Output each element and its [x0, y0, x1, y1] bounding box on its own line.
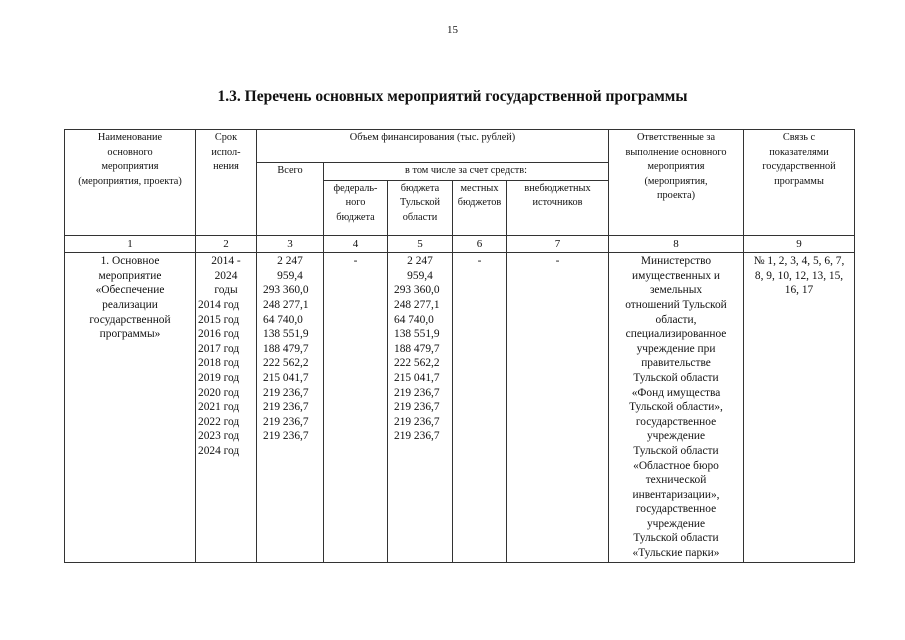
total-value: 219 236,7	[263, 415, 309, 428]
total-value: 188 479,7	[263, 342, 309, 355]
header-funding: Объем финансирования (тыс. рублей)	[257, 130, 609, 163]
section-title: 1.3. Перечень основных мероприятий государственной программы	[217, 88, 688, 105]
term-cell	[196, 253, 257, 562]
regional-value: 219 236,7	[394, 386, 440, 399]
table-row	[65, 253, 855, 562]
column-number: 2	[196, 235, 257, 253]
column-number: 1	[65, 235, 196, 253]
header-total: Всего	[257, 163, 324, 236]
total-cell	[257, 253, 324, 562]
regional-value: 293 360,0	[394, 284, 440, 297]
year-item: 2021 год	[198, 401, 240, 414]
measure-name-cell: 1. Основное мероприятие «Обеспечение реализации государственной программы»	[65, 253, 196, 562]
regional-value: 64 740,0	[394, 313, 434, 326]
regional-value: 248 277,1	[394, 298, 440, 311]
regional-value: 222 562,2	[394, 357, 440, 370]
year-item: 2018 год	[198, 357, 240, 370]
header-row-1	[65, 130, 855, 163]
regional-value: 219 236,7	[394, 430, 440, 443]
year-item: 2022 год	[198, 415, 240, 428]
page-number: 15	[447, 24, 458, 36]
regional-cell	[388, 253, 453, 562]
header-federal: федераль- ного бюджета	[324, 180, 388, 235]
local-cell: -	[453, 253, 507, 562]
total-value: 215 041,7	[263, 371, 309, 384]
column-number: 4	[324, 235, 388, 253]
column-number: 8	[609, 235, 744, 253]
column-number-row	[65, 235, 855, 253]
year-item: 2020 год	[198, 386, 240, 399]
years-list	[198, 298, 254, 459]
header-name: Наименование основного мероприятия (мероприятия, проекта)	[65, 130, 196, 236]
responsible-cell: Министерство имущественных и земельных отношений Тульской области, специализированное учреждение при правительстве Тульской области «Фонд имущества Тульской области», государственное учреждение Тульской области «Областное бюро технической инвентаризации», государственное учреждение Тульской области «Тульские парки»	[609, 253, 744, 562]
header-link: Связь с показателями государственной программы	[744, 130, 855, 236]
total-value: 64 740,0	[263, 313, 303, 326]
year-item: 2024 год	[198, 444, 240, 457]
column-number: 6	[453, 235, 507, 253]
header-regional: бюджета Тульской области	[388, 180, 453, 235]
total-value: 293 360,0	[263, 284, 309, 297]
regional-value: 219 236,7	[394, 401, 440, 414]
total-value: 219 236,7	[263, 386, 309, 399]
column-number: 3	[257, 235, 324, 253]
total-by-year-list	[259, 283, 321, 444]
header-term: Срок испол- нения	[196, 130, 257, 236]
total-value: 219 236,7	[263, 401, 309, 414]
total-sum: 2 247 959,4	[277, 255, 303, 282]
column-number: 7	[507, 235, 609, 253]
regional-by-year-list	[390, 283, 450, 444]
term-period: 2014 - 2024 годы	[211, 255, 241, 297]
year-item: 2014 год	[198, 298, 240, 311]
year-item: 2019 год	[198, 371, 240, 384]
header-responsible: Ответственные за выполнение основного мероприятия (мероприятия, проекта)	[609, 130, 744, 236]
total-value: 138 551,9	[263, 328, 309, 341]
link-cell: № 1, 2, 3, 4, 5, 6, 7, 8, 9, 10, 12, 13, 15, 16, 17	[744, 253, 855, 562]
regional-value: 215 041,7	[394, 371, 440, 384]
total-value: 248 277,1	[263, 298, 309, 311]
column-number: 9	[744, 235, 855, 253]
regional-value: 138 551,9	[394, 328, 440, 341]
regional-sum: 2 247 959,4	[407, 255, 433, 282]
federal-cell: -	[324, 253, 388, 562]
column-number: 5	[388, 235, 453, 253]
year-item: 2017 год	[198, 342, 240, 355]
regional-value: 219 236,7	[394, 415, 440, 428]
extra-cell: -	[507, 253, 609, 562]
measures-table	[64, 129, 855, 563]
header-including: в том числе за счет средств:	[324, 163, 609, 181]
total-value: 222 562,2	[263, 357, 309, 370]
year-item: 2023 год	[198, 430, 240, 443]
year-item: 2016 год	[198, 328, 240, 341]
header-local: местных бюджетов	[453, 180, 507, 235]
year-item: 2015 год	[198, 313, 240, 326]
total-value: 219 236,7	[263, 430, 309, 443]
header-extra: внебюджетных источников	[507, 180, 609, 235]
regional-value: 188 479,7	[394, 342, 440, 355]
